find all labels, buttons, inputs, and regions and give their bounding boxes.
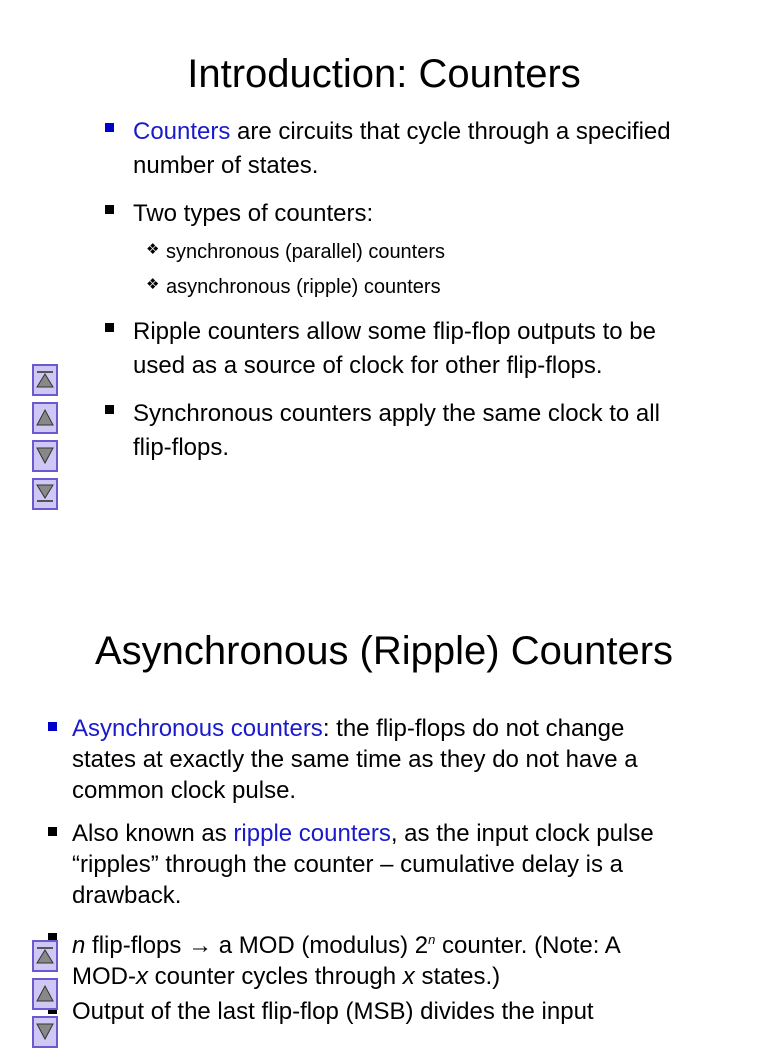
sub-bullet-synchronous: ❖ synchronous (parallel) counters — [146, 240, 746, 264]
highlight-term: Counters — [133, 118, 231, 145]
bullet-msb-output: Output of the last flip-flop (MSB) divides the input — [48, 996, 748, 1030]
previous-slide-button[interactable] — [32, 978, 58, 1010]
diamond-bullet-icon: ❖ — [146, 241, 160, 258]
bullet-marker — [48, 722, 57, 731]
last-slide-button[interactable] — [32, 478, 58, 510]
bullet-text: Counters are circuits that cycle through a specified number of states. — [133, 118, 671, 179]
diamond-bullet-icon: ❖ — [146, 276, 160, 293]
bullet-two-types: Two types of counters: — [105, 197, 745, 233]
previous-slide-icon — [36, 984, 54, 1004]
previous-slide-icon — [36, 408, 54, 428]
first-slide-icon — [36, 370, 54, 390]
slide-title: Asynchronous (Ripple) Counters — [94, 629, 674, 673]
bullet-marker — [48, 827, 57, 836]
bullet-counters-definition — [105, 115, 745, 185]
previous-slide-button[interactable] — [32, 402, 58, 434]
bullet-marker — [105, 323, 114, 332]
next-slide-button[interactable] — [32, 1016, 58, 1048]
bullet-asynchronous-definition: Asynchronous counters: the flip-flops do not change states at exactly the same time as they do not have a common clock pulse. — [48, 713, 748, 808]
last-slide-icon — [36, 484, 54, 504]
next-slide-button[interactable] — [32, 440, 58, 472]
next-slide-icon — [36, 446, 54, 466]
bullet-marker — [105, 405, 114, 414]
bullet-marker — [105, 123, 114, 132]
bullet-mod-counter: n flip-flops → a MOD (modulus) 2$^n$ counter. (Note: A MOD-x counter cycles through x states.) — [48, 924, 748, 988]
highlight-term: Asynchronous counters — [72, 715, 323, 742]
bullet-marker — [105, 205, 114, 214]
sub-bullet-asynchronous: ❖ asynchronous (ripple) counters — [146, 275, 746, 299]
slide-asynchronous-counters — [0, 600, 768, 1024]
bullet-ripple-counters: Ripple counters allow some flip-flop outputs to be used as a source of clock for other flip-flops. — [105, 315, 745, 385]
next-slide-icon — [36, 1022, 54, 1042]
first-slide-icon — [36, 946, 54, 966]
highlight-term: ripple counters — [233, 820, 391, 847]
first-slide-button[interactable] — [32, 364, 58, 396]
slide-title: Introduction: Counters — [187, 52, 581, 96]
bullet-synchronous-counters: Synchronous counters apply the same clock to all flip-flops. — [105, 397, 745, 467]
first-slide-button[interactable] — [32, 940, 58, 972]
bullet-ripple-counters: Also known as ripple counters, as the input clock pulse “ripples” through the counter – cumulative delay is a drawback. — [48, 818, 748, 913]
